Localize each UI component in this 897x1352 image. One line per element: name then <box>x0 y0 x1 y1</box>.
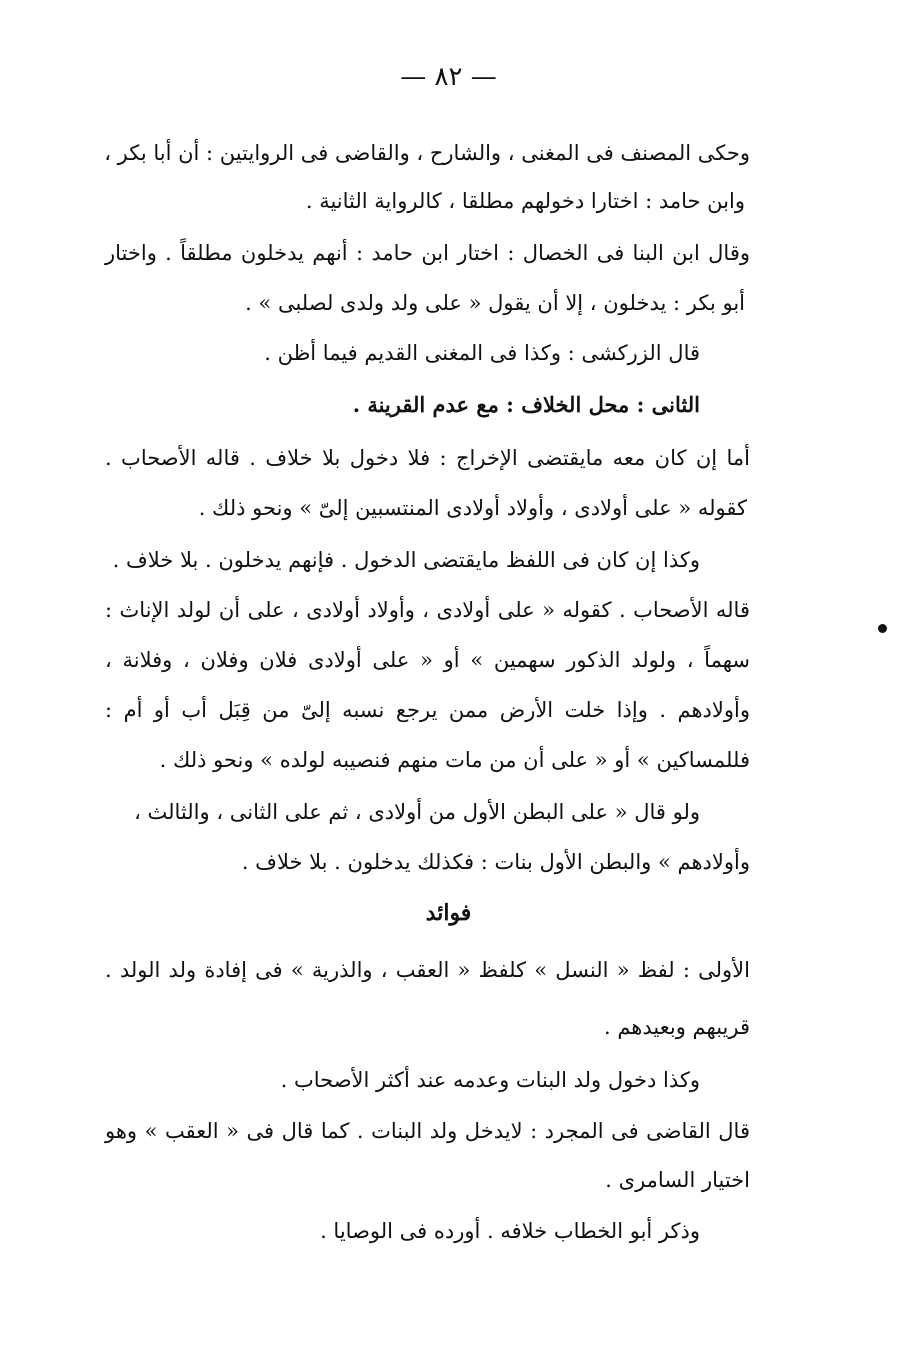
text-line-8: كقوله « على أولادى ، وأولاد أولادى المنتسبين إلىّ » ونحو ذلك . <box>198 496 747 520</box>
text-line-15: وأولادهم » والبطن الأول بنات : فكذلك يدخلون . بلا خلاف . <box>241 850 750 874</box>
margin-dot <box>878 624 887 633</box>
text-line-14: ولو قال « على البطن الأول من أولادى ، ثم على الثانى ، والثالث ، <box>134 800 700 824</box>
text-line-21: وذكر أبو الخطاب خلافه . أورده فى الوصايا . <box>320 1219 700 1243</box>
text-line-3: وقال ابن البنا فى الخصال : اختار ابن حامد : أنهم يدخلون مطلقاً . واختار <box>105 241 750 265</box>
text-line-9: وكذا إن كان فى اللفظ مايقتضى الدخول . فإنهم يدخلون . بلا خلاف . <box>112 548 700 572</box>
text-line-4: أبو بكر : يدخلون ، إلا أن يقول « على ولد ولدى لصلبى » . <box>245 291 745 315</box>
text-line-12: وأولادهم . وإذا خلت الأرض ممن يرجع نسبه إلىّ من قِبَل أب أو أم : <box>105 698 750 722</box>
text-line-2: وابن حامد : اختارا دخولهم مطلقا ، كالرواية الثانية . <box>305 189 745 213</box>
text-line-13: فللمساكين » أو « على أن من مات منهم فنصيبه لولده » ونحو ذلك . <box>159 748 750 772</box>
text-line-18: وكذا دخول ولد البنات وعدمه عند أكثر الأصحاب . <box>280 1068 700 1092</box>
text-line-16: الأولى : لفظ « النسل » كلفظ « العقب ، والذرية » فى إفادة ولد الولد . <box>105 958 750 982</box>
text-line-20: اختيار السامرى . <box>605 1168 750 1192</box>
text-line-5: قال الزركشى : وكذا فى المغنى القديم فيما أظن . <box>264 341 700 365</box>
text-line-1: وحكى المصنف فى المغنى ، والشارح ، والقاضى فى الروايتين : أن أبا بكر ، <box>104 141 750 165</box>
text-line-17: قريبهم وبعيدهم . <box>603 1015 750 1039</box>
text-line-7: أما إن كان معه مايقتضى الإخراج : فلا دخول بلا خلاف . قاله الأصحاب . <box>105 446 750 470</box>
text-line-6: الثانى : محل الخلاف : مع عدم القرينة . <box>352 392 700 417</box>
text-line-11: سهماً ، ولولد الذكور سهمين » أو « على أولادى فلان وفلان ، وفلانة ، <box>105 648 750 672</box>
text-line-19: قال القاضى فى المجرد : لايدخل ولد البنات . كما قال فى « العقب » وهو <box>105 1119 750 1143</box>
page-number: — ٨٢ — <box>400 62 497 92</box>
text-line-10: قاله الأصحاب . كقوله « على أولادى ، وأولاد أولادى ، على أن لولد الإناث : <box>105 598 750 622</box>
section-heading: فوائد <box>425 900 472 926</box>
